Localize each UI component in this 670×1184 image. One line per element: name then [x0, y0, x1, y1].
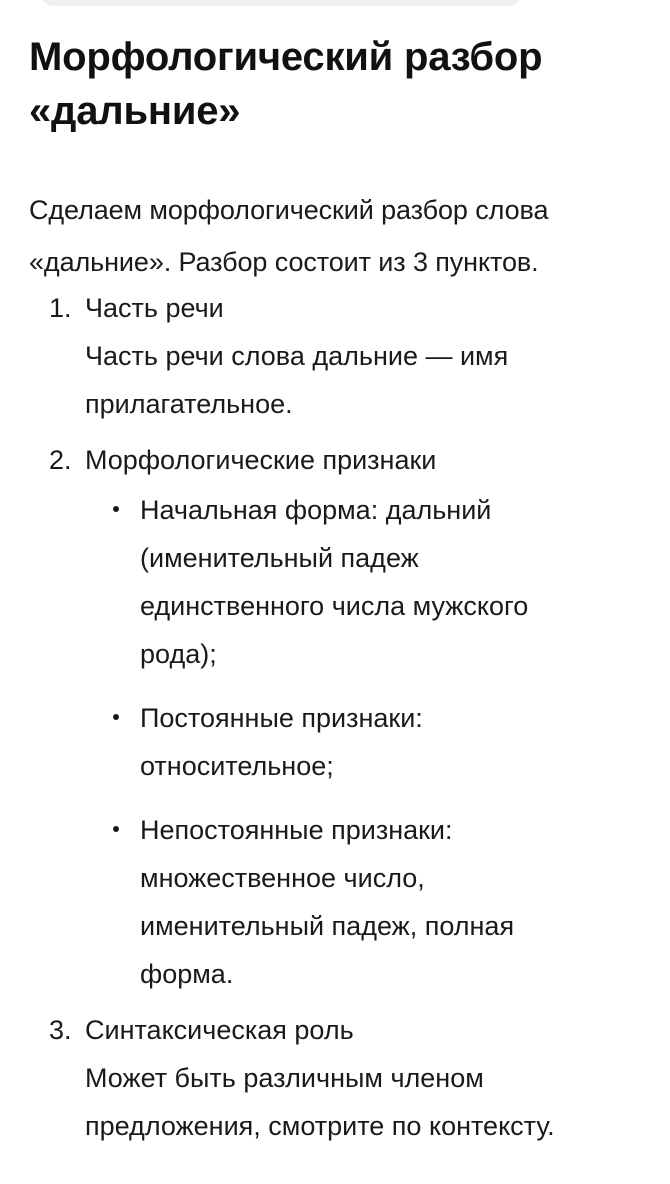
- bullet-icon: [113, 714, 119, 720]
- point-heading: Часть речи: [85, 293, 224, 323]
- point-number: 2.: [49, 445, 72, 475]
- feature-line: Непостоянные признаки:: [140, 815, 453, 845]
- point-body-line: предложения, смотрите по контексту.: [85, 1111, 555, 1141]
- point-morphological-features: [29, 436, 670, 998]
- feature-line: именительный падеж, полная: [140, 911, 515, 941]
- feature-constant: [85, 694, 670, 790]
- feature-line: множественное число,: [140, 863, 425, 893]
- features-list: [85, 486, 670, 998]
- bullet-icon: [113, 506, 119, 512]
- intro-line: «дальние». Разбор состоит из 3 пунктов.: [29, 247, 539, 277]
- page-title: Морфологический разбор «дальние»: [29, 35, 543, 133]
- intro-line: Сделаем морфологический разбор слова: [29, 195, 549, 225]
- feature-line: Постоянные признаки:: [140, 703, 423, 733]
- point-syntactic-role: [29, 1006, 670, 1150]
- feature-variable: [85, 806, 670, 998]
- feature-initial-form: [85, 486, 670, 678]
- intro-paragraph: [29, 184, 670, 288]
- feature-line: рода);: [140, 639, 217, 669]
- analysis-points-list: [29, 284, 670, 1150]
- article: [29, 30, 670, 1150]
- feature-line: форма.: [140, 959, 234, 989]
- point-heading: Морфологические признаки: [85, 445, 437, 475]
- feature-line: единственного числа мужского: [140, 591, 529, 621]
- point-body-line: Может быть различным членом: [85, 1063, 484, 1093]
- point-body-line: прилагательное.: [85, 389, 293, 419]
- point-number: 3.: [49, 1015, 72, 1045]
- feature-line: относительное;: [140, 751, 334, 781]
- point-number: 1.: [49, 293, 72, 323]
- point-part-of-speech: [29, 284, 670, 428]
- feature-line: (именительный падеж: [140, 543, 419, 573]
- point-body-line: Часть речи слова дальние — имя: [85, 341, 509, 371]
- top-scroll-bar: [40, 0, 522, 6]
- bullet-icon: [113, 826, 119, 832]
- point-heading: Синтаксическая роль: [85, 1015, 354, 1045]
- feature-line: Начальная форма: дальний: [140, 495, 492, 525]
